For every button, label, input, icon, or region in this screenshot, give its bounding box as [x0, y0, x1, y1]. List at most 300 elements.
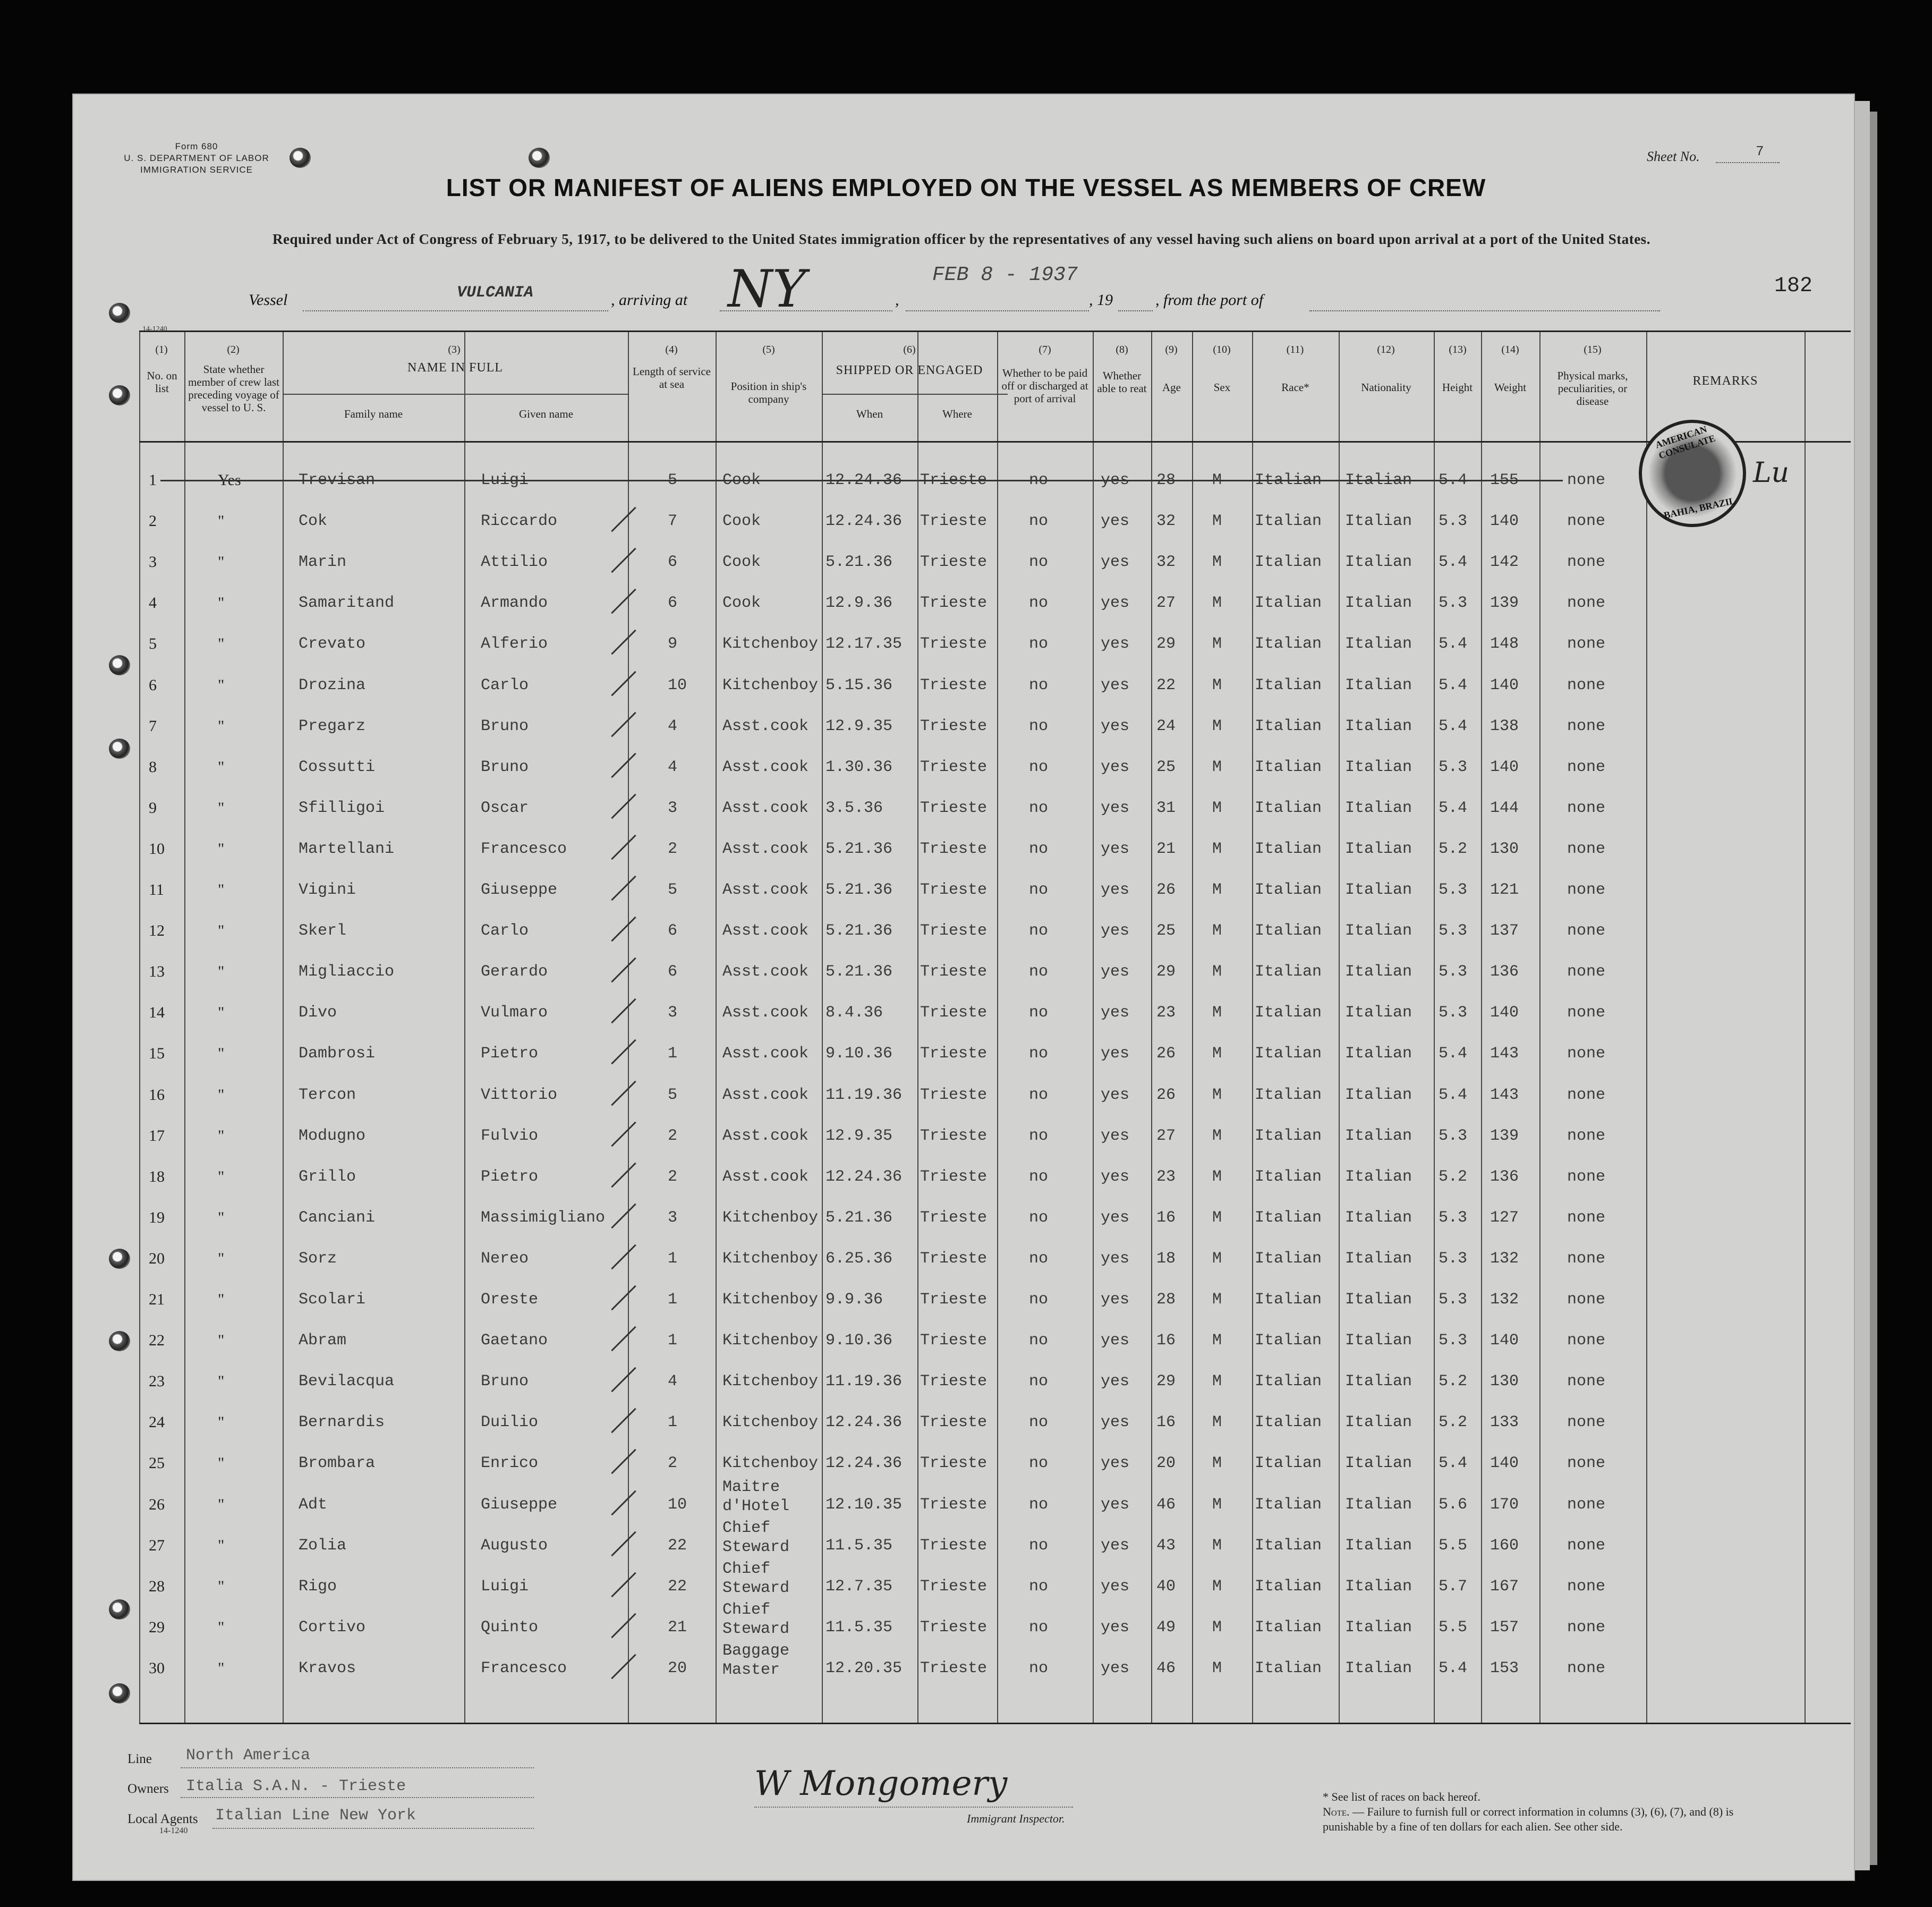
inspector-signature: W Mongomery: [754, 1764, 1008, 1803]
cell-nationality: Italian: [1345, 840, 1412, 858]
cell-able: yes: [1101, 1004, 1130, 1022]
cell-weight: 144: [1490, 799, 1519, 817]
cell-when: 5.21.36: [825, 922, 893, 940]
cell-able: yes: [1101, 1291, 1130, 1309]
header-sex: Sex: [1213, 381, 1231, 394]
cell-prev: ": [218, 1618, 225, 1636]
cell-able: yes: [1101, 799, 1130, 817]
cell-where: Trieste: [920, 1086, 988, 1104]
cell-height: 5.3: [1439, 758, 1468, 776]
cell-weight: 132: [1490, 1291, 1519, 1309]
cell-age: 27: [1156, 594, 1176, 613]
cell-where: Trieste: [920, 840, 988, 858]
cell-race: Italian: [1255, 717, 1322, 735]
races-note: * See list of races on back hereof.: [1323, 1790, 1480, 1803]
cell-family: Brombara: [299, 1454, 376, 1473]
cell-age: 23: [1156, 1004, 1176, 1022]
cell-race: Italian: [1255, 471, 1322, 489]
cell-prev: ": [218, 881, 225, 899]
cell-length: 2: [668, 1167, 678, 1186]
cell-sex: M: [1212, 1536, 1222, 1555]
cell-position: Asst.cook: [722, 1126, 809, 1145]
table-row: [139, 512, 1851, 553]
cell-sex: M: [1212, 1004, 1222, 1022]
cell-paid: no: [1029, 1413, 1049, 1432]
cell-length: 22: [668, 1536, 687, 1555]
cell-prev: ": [218, 1495, 225, 1513]
cell-prev: ": [218, 758, 225, 776]
cell-no: 19: [149, 1208, 165, 1226]
cell-race: Italian: [1255, 635, 1322, 654]
cell-race: Italian: [1255, 1618, 1322, 1637]
cell-no: 7: [149, 717, 157, 735]
arrival-date-stamp: FEB 8 - 1937: [932, 264, 1078, 286]
cell-no: 12: [149, 922, 165, 940]
cell-age: 46: [1156, 1495, 1176, 1514]
cell-length: 6: [668, 922, 678, 940]
cell-race: Italian: [1255, 1372, 1322, 1391]
cell-given: Riccardo: [481, 512, 558, 531]
strikethrough-line: [160, 480, 1563, 481]
cell-nationality: Italian: [1345, 471, 1412, 489]
year-label: , 19: [1089, 291, 1113, 309]
cell-given: Alferio: [481, 635, 548, 654]
cell-position: Asst.cook: [722, 1167, 809, 1186]
cell-height: 5.3: [1439, 1332, 1468, 1350]
cell-given: Armando: [481, 594, 548, 613]
cell-where: Trieste: [920, 922, 988, 940]
table-row: [139, 635, 1851, 676]
cell-prev: ": [218, 676, 225, 694]
cell-prev: Yes: [218, 471, 241, 489]
cell-paid: no: [1029, 1372, 1049, 1391]
table-row: [139, 1600, 1851, 1659]
cell-able: yes: [1101, 1659, 1130, 1677]
cell-race: Italian: [1255, 799, 1322, 817]
cell-position: Asst.cook: [722, 717, 809, 735]
cell-race: Italian: [1255, 1086, 1322, 1104]
cell-height: 5.2: [1439, 1372, 1468, 1391]
cell-able: yes: [1101, 471, 1130, 489]
cell-no: 5: [149, 635, 157, 653]
table-row: [139, 963, 1851, 1004]
cell-physical: none: [1567, 635, 1606, 654]
cell-physical: none: [1567, 758, 1606, 776]
cell-age: 26: [1156, 881, 1176, 899]
cell-paid: no: [1029, 1249, 1049, 1268]
cell-given: Nereo: [481, 1249, 529, 1268]
cell-prev: ": [218, 1372, 225, 1391]
cell-paid: no: [1029, 676, 1049, 694]
cell-age: 32: [1156, 553, 1176, 572]
cell-family: Crevato: [299, 635, 366, 654]
cell-length: 1: [668, 1045, 678, 1063]
cell-given: Attilio: [481, 553, 548, 572]
header-paid-off: Whether to be paid off or discharged at port of arrival: [1001, 367, 1088, 405]
header-race: Race*: [1281, 381, 1309, 394]
cell-age: 21: [1156, 840, 1176, 858]
cell-race: Italian: [1255, 553, 1322, 572]
cell-family: Adt: [299, 1495, 328, 1514]
cell-family: Scolari: [299, 1291, 366, 1309]
cell-able: yes: [1101, 676, 1130, 694]
cell-nationality: Italian: [1345, 1004, 1412, 1022]
cell-no: 14: [149, 1004, 165, 1022]
cell-height: 5.4: [1439, 1454, 1468, 1473]
cell-when: 9.9.36: [825, 1291, 883, 1309]
cell-weight: 130: [1490, 840, 1519, 858]
cell-physical: none: [1567, 1454, 1606, 1473]
vessel-name: VULCANIA: [457, 284, 534, 302]
cell-prev: ": [218, 635, 225, 653]
sheet-number-value: 7: [1756, 143, 1764, 159]
cell-where: Trieste: [920, 635, 988, 654]
cell-physical: none: [1567, 1372, 1606, 1391]
cell-given: Gaetano: [481, 1332, 548, 1350]
cell-given: Oscar: [481, 799, 529, 817]
cell-weight: 157: [1490, 1618, 1519, 1637]
cell-paid: no: [1029, 1291, 1049, 1309]
cell-age: 28: [1156, 1291, 1176, 1309]
cell-prev: ": [218, 553, 225, 571]
cell-sex: M: [1212, 1332, 1222, 1350]
cell-prev: ": [218, 717, 225, 735]
cell-no: 15: [149, 1045, 165, 1063]
cell-where: Trieste: [920, 1004, 988, 1022]
cell-paid: no: [1029, 840, 1049, 858]
cell-length: 6: [668, 963, 678, 981]
owners-value: Italia S.A.N. - Trieste: [186, 1777, 406, 1795]
cell-sex: M: [1212, 676, 1222, 694]
cell-when: 1.30.36: [825, 758, 893, 776]
cell-prev: ": [218, 1045, 225, 1063]
cell-length: 5: [668, 881, 678, 899]
cell-nationality: Italian: [1345, 1372, 1412, 1391]
cell-physical: none: [1567, 1536, 1606, 1555]
cell-sex: M: [1212, 717, 1222, 735]
cell-position: Asst.cook: [722, 1045, 809, 1063]
cell-race: Italian: [1255, 1249, 1322, 1268]
cell-paid: no: [1029, 512, 1049, 531]
cell-nationality: Italian: [1345, 1454, 1412, 1473]
cell-family: Bernardis: [299, 1413, 385, 1432]
cell-paid: no: [1029, 1495, 1049, 1514]
punch-hole: [109, 1249, 130, 1269]
cell-physical: none: [1567, 1004, 1606, 1022]
cell-position: Asst.cook: [722, 1004, 809, 1022]
cell-race: Italian: [1255, 594, 1322, 613]
cell-prev: ": [218, 1536, 225, 1554]
cell-physical: none: [1567, 512, 1606, 531]
cell-given: Oreste: [481, 1291, 539, 1309]
cell-sex: M: [1212, 922, 1222, 940]
cell-able: yes: [1101, 1536, 1130, 1555]
cell-weight: 153: [1490, 1659, 1519, 1677]
form-code: 14-1240: [142, 325, 167, 333]
crew-table: (1) (2) (3) (4) (5) (6) (7) (8) (9) (10) (11) (12) (13) (14) (15) No. on list State whether member of crew last preceding voyage of vessel to U. S. NAME IN FULL Family name Given name Length of service at sea Position in ship's company SHIPPED OR ENGAGED When Where Whether to be paid off or discharged at port of arrival Whether able to reat Age Sex Race* Nationality Height Weight Physical marks, peculiarities, or disease REMARKS 1 Yes Trevisan Luigi 5 Cook 12.24.36 Trieste no yes 28 M Italian Italian 5.4 155 none 2 " Cok Riccardo 7 Cook 12.24.36 Trieste no yes 32 M Italian Italian 5.3 140 none 3 " Marin Attilio 6 Cook 5.21.36 Trieste no yes 32 M Italian Italian 5.4 142 none 4 " Samaritand Armando 6 Cook 12.9.36 Trieste no yes 27 M Italian Italian 5.3 139 none 5 " Crevato Alferio 9 Kitchenboy 12.17.35 Trieste no yes 29 M Italian Italian 5.4 148 none 6 " Drozina Carlo 10 Kitchenboy 5.15.36 Trieste no yes 22 M Italian Italian 5.4 140 none 7 " Pregarz Bruno 4 Asst.cook 12.9.35 Trieste no yes 24 M Italian Italian 5.4 138 none 8 " Cossutti Bruno 4 Asst.cook 1.30.36 Trieste no yes 25 M Italian Italian 5.3 140 none 9 " Sfilligoi Oscar 3 Asst.cook 3.5.36 Trieste no yes 31 M Italian Italian 5.4 144 none 10 " Martellani Francesco 2 Asst.cook 5.21.36 Trieste no yes 21 M Italian Italian 5.2 130 none 11 " Vigini Giuseppe 5 Asst.cook 5.21.36 Trieste no yes 26 M Italian Italian 5.3 121 none 12 " Skerl Carlo 6 Asst.cook 5.21.36 Trieste no yes 25 M Italian Italian 5.3 137 none 13 " Migliaccio Gerardo 6 Asst.cook 5.21.36 Trieste no yes 29 M Italian Italian 5.3 136 none 14 " Divo Vulmaro 3 Asst.cook 8.4.36 Trieste no yes 23 M Italian Italian 5.3 140 none 15 " Dambrosi Pietro 1 Asst.cook 9.10.36 Trieste no yes 26 M Italian Italian 5.4 143 none 16 " Tercon Vittorio 5 Asst.cook 11.19.36 Trieste no yes 26 M Italian Italian 5.4 143 none 17 " Modugno Fulvio 2 Asst.cook 12.9.35 Trieste no yes 27 M Italian Italian 5.3 139 none 18 " Grillo Pietro 2 Asst.cook 12.24.36 Trieste no yes 23 M Italian Italian 5.2 136 none 19 " Canciani Massimigliano 3 Kitchenboy 5.21.36 Trieste no yes 16 M Italian Italian 5.3 127 none 20 " Sorz Nereo 1 Kitchenboy 6.25.36 Trieste no yes 18 M Italian Italian 5.3 132 none 21 " Scolari Oreste 1 Kitchenboy 9.9.36 Trieste no yes 28 M Italian Italian 5.3 132 none 22 " Abram Gaetano 1 Kitchenboy 9.10.36 Trieste no yes 16 M Italian Italian 5.3 140 none 23 " Bevilacqua Bruno 4 Kitchenboy 11.19.36 Trieste no yes 29 M Italian Italian 5.2 130 none 24 " Bernardis Duilio 1 Kitchenboy 12.24.36 Trieste no yes 16 M Italian Italian 5.2 133 none 25 " Brombara Enrico 2 Kitchenboy 12.24.36 Trieste no yes 20 M Italian Italian 5.4 140 none 26 " Adt Giuseppe 10 Maitre d'Hotel 12.10.35 Trieste no yes 46 M Italian Italian 5.6 170 none 27 " Zolia Augusto 22 Chief Steward 11.5.35 Trieste no yes 43 M Italian Italian 5.5 160 none 28 " Rigo Luigi 22 Chief Steward 12.7.35 Trieste no yes 40 M Italian Italian 5.7 167 none 29 " Cortivo Quinto 21 Chief Steward 11.5.35 Trieste no yes 49 M Italian Italian 5.5 157 none 30 " Kravos Francesco 20 Baggage Master 12.20.35 Trieste no yes 46 M Italian Italian 5.4 153 none: [139, 330, 1851, 1724]
cell-no: 22: [149, 1332, 165, 1350]
header-able-to-reat: Whether able to reat: [1097, 369, 1147, 395]
header-where: Where: [942, 408, 972, 420]
table-row: [139, 1045, 1851, 1086]
cell-able: yes: [1101, 881, 1130, 899]
cell-no: 20: [149, 1249, 165, 1267]
cell-given: Pietro: [481, 1167, 539, 1186]
cell-where: Trieste: [920, 594, 988, 613]
cell-race: Italian: [1255, 881, 1322, 899]
cell-physical: none: [1567, 1618, 1606, 1637]
cell-height: 5.3: [1439, 1249, 1468, 1268]
cell-paid: no: [1029, 1086, 1049, 1104]
table-row: [139, 881, 1851, 922]
inspector-label: Immigrant Inspector.: [967, 1812, 1065, 1825]
cell-able: yes: [1101, 512, 1130, 531]
cell-length: 21: [668, 1618, 687, 1637]
cell-physical: none: [1567, 1291, 1606, 1309]
cell-race: Italian: [1255, 840, 1322, 858]
cell-when: 9.10.36: [825, 1045, 893, 1063]
cell-height: 5.3: [1439, 594, 1468, 613]
cell-no: 23: [149, 1372, 165, 1391]
cell-given: Vulmaro: [481, 1004, 548, 1022]
cell-sex: M: [1212, 1454, 1222, 1473]
cell-prev: ": [218, 512, 225, 530]
cell-sex: M: [1212, 881, 1222, 899]
service: IMMIGRATION SERVICE: [140, 165, 253, 175]
cell-sex: M: [1212, 635, 1222, 654]
page-subtitle: Required under Act of Congress of February 5, 1917, to be delivered to the United States immigration officer by the representatives of any vessel having such aliens on board upon arrival at a port of the United States.: [273, 231, 1650, 247]
cell-when: 11.19.36: [825, 1086, 903, 1104]
cell-when: 11.5.35: [825, 1618, 893, 1637]
header-when: When: [856, 408, 883, 420]
cell-no: 10: [149, 840, 165, 858]
page-stack-edge: [1854, 101, 1870, 1870]
cell-length: 1: [668, 1249, 678, 1268]
cell-position: Baggage Master: [722, 1641, 790, 1679]
cell-nationality: Italian: [1345, 1495, 1412, 1514]
cell-paid: no: [1029, 1045, 1049, 1063]
cell-sex: M: [1212, 1495, 1222, 1514]
cell-sex: M: [1212, 1045, 1222, 1063]
cell-age: 25: [1156, 922, 1176, 940]
table-row: [139, 1641, 1851, 1700]
cell-sex: M: [1212, 471, 1222, 489]
cell-where: Trieste: [920, 1208, 988, 1227]
cell-nationality: Italian: [1345, 553, 1412, 572]
cell-paid: no: [1029, 1577, 1049, 1596]
cell-race: Italian: [1255, 1536, 1322, 1555]
cell-age: 16: [1156, 1332, 1176, 1350]
cell-paid: no: [1029, 799, 1049, 817]
cell-when: 5.21.36: [825, 553, 893, 572]
cell-position: Asst.cook: [722, 963, 809, 981]
cell-position: Asst.cook: [722, 758, 809, 776]
cell-family: Rigo: [299, 1577, 337, 1596]
cell-able: yes: [1101, 1208, 1130, 1227]
cell-prev: ": [218, 1332, 225, 1350]
header-shipped: SHIPPED OR ENGAGED: [836, 363, 983, 377]
cell-no: 21: [149, 1291, 165, 1308]
cell-height: 5.6: [1439, 1495, 1468, 1514]
table-row: [139, 1086, 1851, 1127]
page-number: 182: [1774, 274, 1813, 298]
cell-nationality: Italian: [1345, 1536, 1412, 1555]
cell-weight: 140: [1490, 758, 1519, 776]
cell-prev: ": [218, 1413, 225, 1431]
cell-nationality: Italian: [1345, 799, 1412, 817]
table-row: [139, 1519, 1851, 1578]
cell-nationality: Italian: [1345, 1045, 1412, 1063]
cell-length: 10: [668, 676, 687, 694]
punch-hole: [109, 385, 130, 405]
cell-when: 5.21.36: [825, 963, 893, 981]
cell-nationality: Italian: [1345, 1413, 1412, 1432]
punch-hole: [529, 148, 550, 168]
cell-where: Trieste: [920, 512, 988, 531]
cell-given: Carlo: [481, 922, 529, 940]
from-port-label: , from the port of: [1155, 291, 1264, 309]
line-value: North America: [186, 1747, 311, 1765]
agents-value: Italian Line New York: [215, 1807, 416, 1825]
cell-race: Italian: [1255, 1413, 1322, 1432]
cell-age: 26: [1156, 1045, 1176, 1063]
cell-no: 13: [149, 963, 165, 981]
cell-family: Bevilacqua: [299, 1372, 395, 1391]
cell-weight: 140: [1490, 1454, 1519, 1473]
cell-paid: no: [1029, 635, 1049, 654]
cell-race: Italian: [1255, 1659, 1322, 1677]
cell-nationality: Italian: [1345, 922, 1412, 940]
cell-no: 9: [149, 799, 157, 817]
cell-given: Gerardo: [481, 963, 548, 981]
table-row: [139, 676, 1851, 717]
cell-sex: M: [1212, 799, 1222, 817]
cell-sex: M: [1212, 1577, 1222, 1596]
cell-age: 31: [1156, 799, 1176, 817]
table-row: [139, 840, 1851, 881]
cell-age: 26: [1156, 1086, 1176, 1104]
cell-race: Italian: [1255, 676, 1322, 694]
cell-sex: M: [1212, 512, 1222, 531]
cell-prev: ": [218, 1126, 225, 1145]
cell-weight: 167: [1490, 1577, 1519, 1596]
cell-family: Cossutti: [299, 758, 376, 776]
cell-no: 30: [149, 1659, 165, 1677]
punch-hole: [290, 148, 311, 168]
cell-able: yes: [1101, 1045, 1130, 1063]
cell-no: 3: [149, 553, 157, 571]
cell-paid: no: [1029, 1126, 1049, 1145]
table-row: [139, 717, 1851, 758]
cell-prev: ": [218, 1004, 225, 1022]
cell-given: Bruno: [481, 758, 529, 776]
cell-able: yes: [1101, 758, 1130, 776]
cell-age: 23: [1156, 1167, 1176, 1186]
cell-family: Migliaccio: [299, 963, 395, 981]
table-row: [139, 799, 1851, 840]
cell-weight: 133: [1490, 1413, 1519, 1432]
cell-family: Pregarz: [299, 717, 366, 735]
cell-nationality: Italian: [1345, 1291, 1412, 1309]
cell-paid: no: [1029, 1454, 1049, 1473]
cell-prev: ": [218, 1454, 225, 1472]
cell-weight: 137: [1490, 922, 1519, 940]
table-row: [139, 1127, 1851, 1168]
cell-family: Modugno: [299, 1126, 366, 1145]
cell-where: Trieste: [920, 1291, 988, 1309]
cell-weight: 170: [1490, 1495, 1519, 1514]
cell-given: Carlo: [481, 676, 529, 694]
cell-physical: none: [1567, 799, 1606, 817]
cell-weight: 142: [1490, 553, 1519, 572]
cell-able: yes: [1101, 1618, 1130, 1637]
cell-physical: none: [1567, 1167, 1606, 1186]
punch-hole: [109, 655, 130, 675]
cell-weight: 136: [1490, 1167, 1519, 1186]
cell-sex: M: [1212, 963, 1222, 981]
cell-able: yes: [1101, 1495, 1130, 1514]
punch-hole: [109, 303, 130, 323]
cell-age: 25: [1156, 758, 1176, 776]
cell-where: Trieste: [920, 1167, 988, 1186]
cell-able: yes: [1101, 1413, 1130, 1432]
cell-where: Trieste: [920, 1536, 988, 1555]
cell-height: 5.3: [1439, 512, 1468, 531]
header-no-on-list: No. on list: [147, 369, 177, 395]
cell-position: Kitchenboy: [722, 1249, 819, 1268]
cell-nationality: Italian: [1345, 881, 1412, 899]
cell-prev: ": [218, 594, 225, 612]
cell-height: 5.2: [1439, 1167, 1468, 1186]
cell-position: Kitchenboy: [722, 1372, 819, 1391]
cell-weight: 130: [1490, 1372, 1519, 1391]
cell-length: 4: [668, 1372, 678, 1391]
cell-race: Italian: [1255, 1332, 1322, 1350]
cell-physical: none: [1567, 1577, 1606, 1596]
cell-age: 27: [1156, 1126, 1176, 1145]
cell-when: 5.15.36: [825, 676, 893, 694]
table-row: [139, 594, 1851, 635]
cell-age: 32: [1156, 512, 1176, 531]
cell-given: Francesco: [481, 1659, 567, 1677]
cell-when: 12.17.35: [825, 635, 903, 654]
cell-able: yes: [1101, 1086, 1130, 1104]
header-physical: Physical marks, peculiarities, or disease: [1557, 369, 1628, 408]
cell-length: 20: [668, 1659, 687, 1677]
cell-sex: M: [1212, 553, 1222, 572]
cell-paid: no: [1029, 1167, 1049, 1186]
cell-weight: 155: [1490, 471, 1519, 489]
footer-code: 14-1240: [159, 1826, 188, 1835]
cell-physical: none: [1567, 881, 1606, 899]
cell-no: 28: [149, 1577, 165, 1595]
cell-physical: none: [1567, 1413, 1606, 1432]
header-nationality: Nationality: [1361, 381, 1411, 394]
cell-where: Trieste: [920, 758, 988, 776]
cell-age: 28: [1156, 471, 1176, 489]
cell-given: Francesco: [481, 840, 567, 858]
cell-weight: 127: [1490, 1208, 1519, 1227]
cell-when: 12.9.35: [825, 1126, 893, 1145]
cell-family: Kravos: [299, 1659, 356, 1677]
cell-position: Asst.cook: [722, 1086, 809, 1104]
header-weight: Weight: [1494, 381, 1527, 394]
cell-paid: no: [1029, 1659, 1049, 1677]
cell-able: yes: [1101, 594, 1130, 613]
cell-weight: 139: [1490, 1126, 1519, 1145]
cell-given: Bruno: [481, 1372, 529, 1391]
cell-where: Trieste: [920, 1454, 988, 1473]
